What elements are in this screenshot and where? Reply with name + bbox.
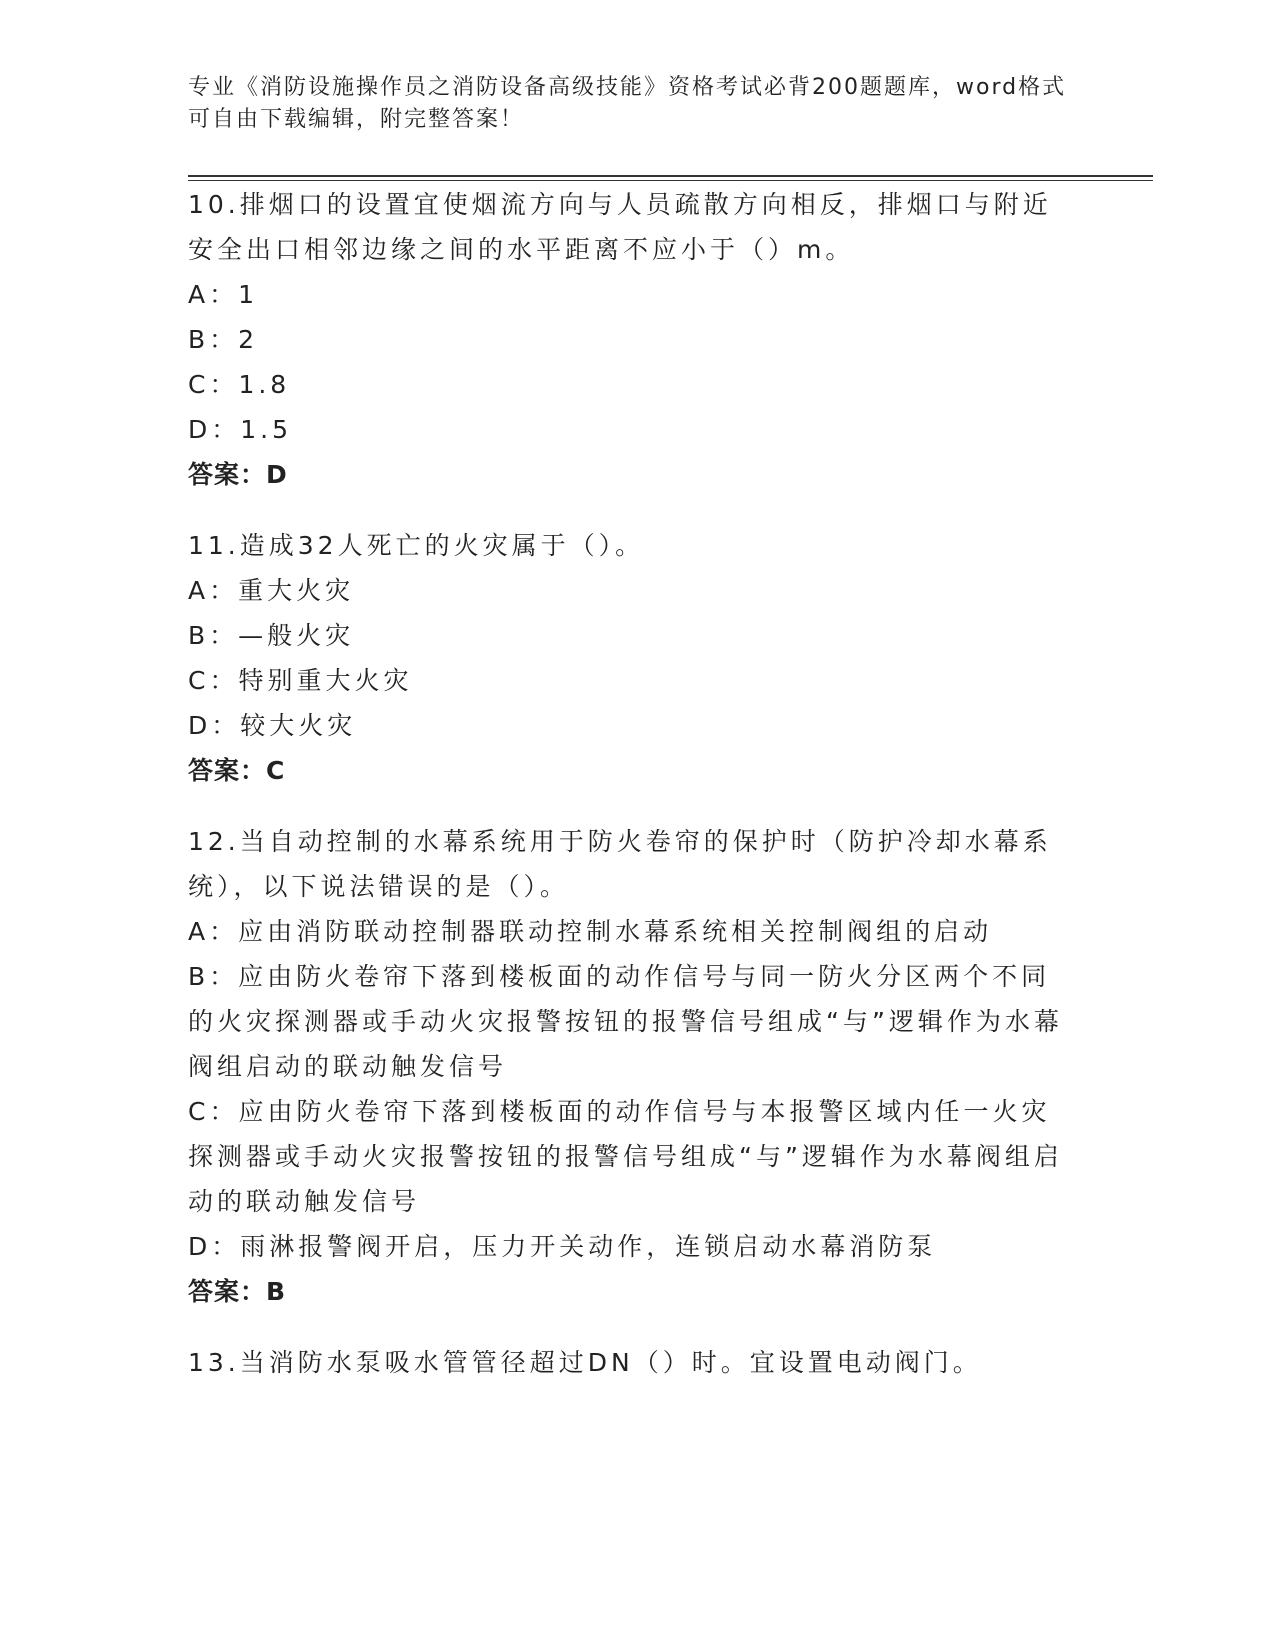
question-list [188, 182, 1078, 1411]
question-stem: 11.造成32人死亡的火灾属于（）。 [188, 531, 645, 560]
option-b: B：应由防火卷帘下落到楼板面的动作信号与同一防火分区两个不同的火灾探测器或手动火灾报警按钮的报警信号组成“与”逻辑作为水幕阀组启动的联动触发信号 [188, 962, 1063, 1081]
question-10 [188, 182, 1078, 497]
option-a: A：应由消防联动控制器联动控制水幕系统相关控制阀组的启动 [188, 917, 993, 946]
option-a: A：1 [188, 280, 259, 309]
option-d: D：较大火灾 [188, 711, 357, 740]
answer: 答案：B [188, 1277, 287, 1306]
option-c: C：特别重大火灾 [188, 666, 413, 695]
question-13 [188, 1340, 1078, 1385]
header-rule-thick [188, 175, 1153, 177]
option-d: D：雨淋报警阀开启，压力开关动作，连锁启动水幕消防泵 [188, 1232, 937, 1261]
option-b: B：2 [188, 325, 259, 354]
option-c: C：1.8 [188, 370, 291, 399]
question-stem: 10.排烟口的设置宜使烟流方向与人员疏散方向相反，排烟口与附近安全出口相邻边缘之间的水平距离不应小于（）m。 [188, 190, 1052, 264]
document-header: 专业《消防设施操作员之消防设备高级技能》资格考试必背200题题库，word格式可自由下载编辑，附完整答案！ [188, 75, 1067, 132]
header-rule-thin [188, 180, 1153, 181]
answer: 答案：C [188, 756, 286, 785]
option-d: D：1.5 [188, 415, 293, 444]
answer: 答案：D [188, 460, 288, 489]
question-stem: 12.当自动控制的水幕系统用于防火卷帘的保护时（防护冷却水幕系统），以下说法错误的是（）。 [188, 827, 1052, 901]
option-b: B：—般火灾 [188, 621, 355, 650]
option-a: A：重大火灾 [188, 576, 355, 605]
question-stem: 13.当消防水泵吸水管管径超过DN（）时。宜设置电动阀门。 [188, 1348, 982, 1377]
option-c: C：应由防火卷帘下落到楼板面的动作信号与本报警区域内任一火灾探测器或手动火灾报警按钮的报警信号组成“与”逻辑作为水幕阀组启动的联动触发信号 [188, 1097, 1063, 1216]
document-page [188, 72, 1153, 1377]
question-11 [188, 523, 1078, 793]
question-12 [188, 819, 1078, 1314]
